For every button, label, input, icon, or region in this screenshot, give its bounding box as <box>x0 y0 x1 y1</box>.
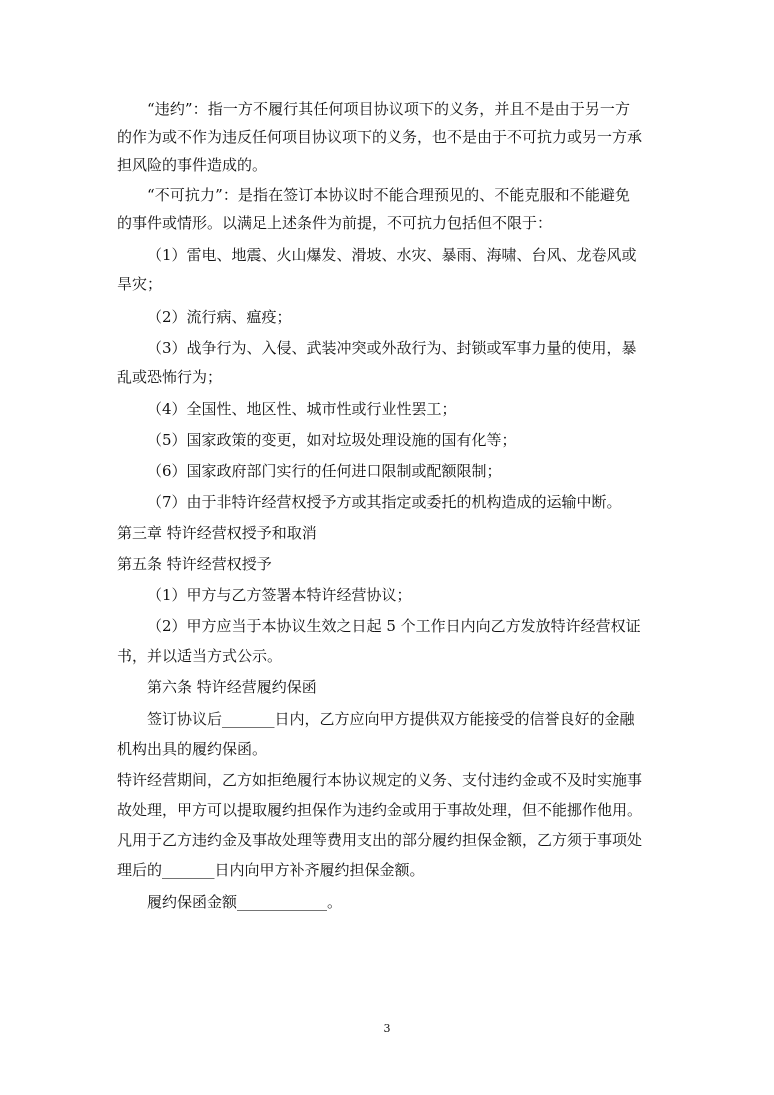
art5-item-2-line-2: 书，并以适当方式公示。 <box>117 647 283 665</box>
fm-item-6-line-1: （6）国家政府部门实行的任何进口限制或配额限制； <box>147 462 502 480</box>
fm-item-1-line-2: 旱灾； <box>117 275 163 293</box>
art6-guarantee-amount-line-1: 履约保函金额____________。 <box>147 893 343 911</box>
fm-item-2-line-1: （2）流行病、瘟疫； <box>147 308 292 326</box>
def-force-majeure-line-1: “不可抗力”：是指在签订本协议时不能合理预见的、不能克服和不能避免 <box>147 186 630 204</box>
art5-item-1-line-1: （1）甲方与乙方签署本特许经营协议； <box>147 586 412 604</box>
article-6-heading-line-1: 第六条 特许经营履约保函 <box>147 678 317 696</box>
art5-item-2-line-1: （2）甲方应当于本协议生效之日起 5 个工作日内向乙方发放特许经营权证 <box>147 617 641 635</box>
def-breach-line-3: 担风险的事件造成的。 <box>117 156 268 174</box>
page-number: 3 <box>383 1022 391 1035</box>
fm-item-7-line-1: （7）由于非特许经营权授予方或其指定或委托的机构造成的运输中断。 <box>147 493 622 511</box>
fm-item-1-line-1: （1）雷电、地震、火山爆发、滑坡、水灾、暴雨、海啸、台风、龙卷风或 <box>147 246 637 264</box>
art6-para-2-line-3: 凡用于乙方违约金及事故处理等费用支出的部分履约担保金额，乙方须于事项处 <box>117 831 643 849</box>
chapter-3-heading-line-1: 第三章 特许经营权授予和取消 <box>117 524 317 542</box>
fm-item-4-line-1: （4）全国性、地区性、城市性或行业性罢工； <box>147 400 457 418</box>
fm-item-3-line-1: （3）战争行为、入侵、武装冲突或外敌行为、封锁或军事力量的使用，暴 <box>147 339 637 357</box>
art6-para-2-line-4: 理后的_______日内向甲方补齐履约担保金额。 <box>117 861 425 879</box>
article-5-heading-line-1: 第五条 特许经营权授予 <box>117 555 272 573</box>
art6-para-2-line-2: 故处理，甲方可以提取履约担保作为违约金或用于事故处理，但不能挪作他用。 <box>117 801 643 819</box>
def-breach-line-1: “违约”：指一方不履行其任何项目协议项下的义务，并且不是由于另一方 <box>147 100 630 118</box>
art6-para-1-line-2: 机构出具的履约保函。 <box>117 740 268 758</box>
def-breach-line-2: 的作为或不作为违反任何项目协议项下的义务，也不是由于不可抗力或另一方承 <box>117 128 643 146</box>
fm-item-5-line-1: （5）国家政策的变更，如对垃圾处理设施的国有化等； <box>147 431 517 449</box>
fm-item-3-line-2: 乱或恐怖行为； <box>117 368 223 386</box>
art6-para-2-line-1: 特许经营期间，乙方如拒绝履行本协议规定的义务、支付违约金或不及时实施事 <box>117 771 643 789</box>
def-force-majeure-line-2: 的事件或情形。以满足上述条件为前提，不可抗力包括但不限于： <box>117 214 553 232</box>
art6-para-1-line-1: 签订协议后_______日内，乙方应向甲方提供双方能接受的信誉良好的金融 <box>147 710 635 728</box>
